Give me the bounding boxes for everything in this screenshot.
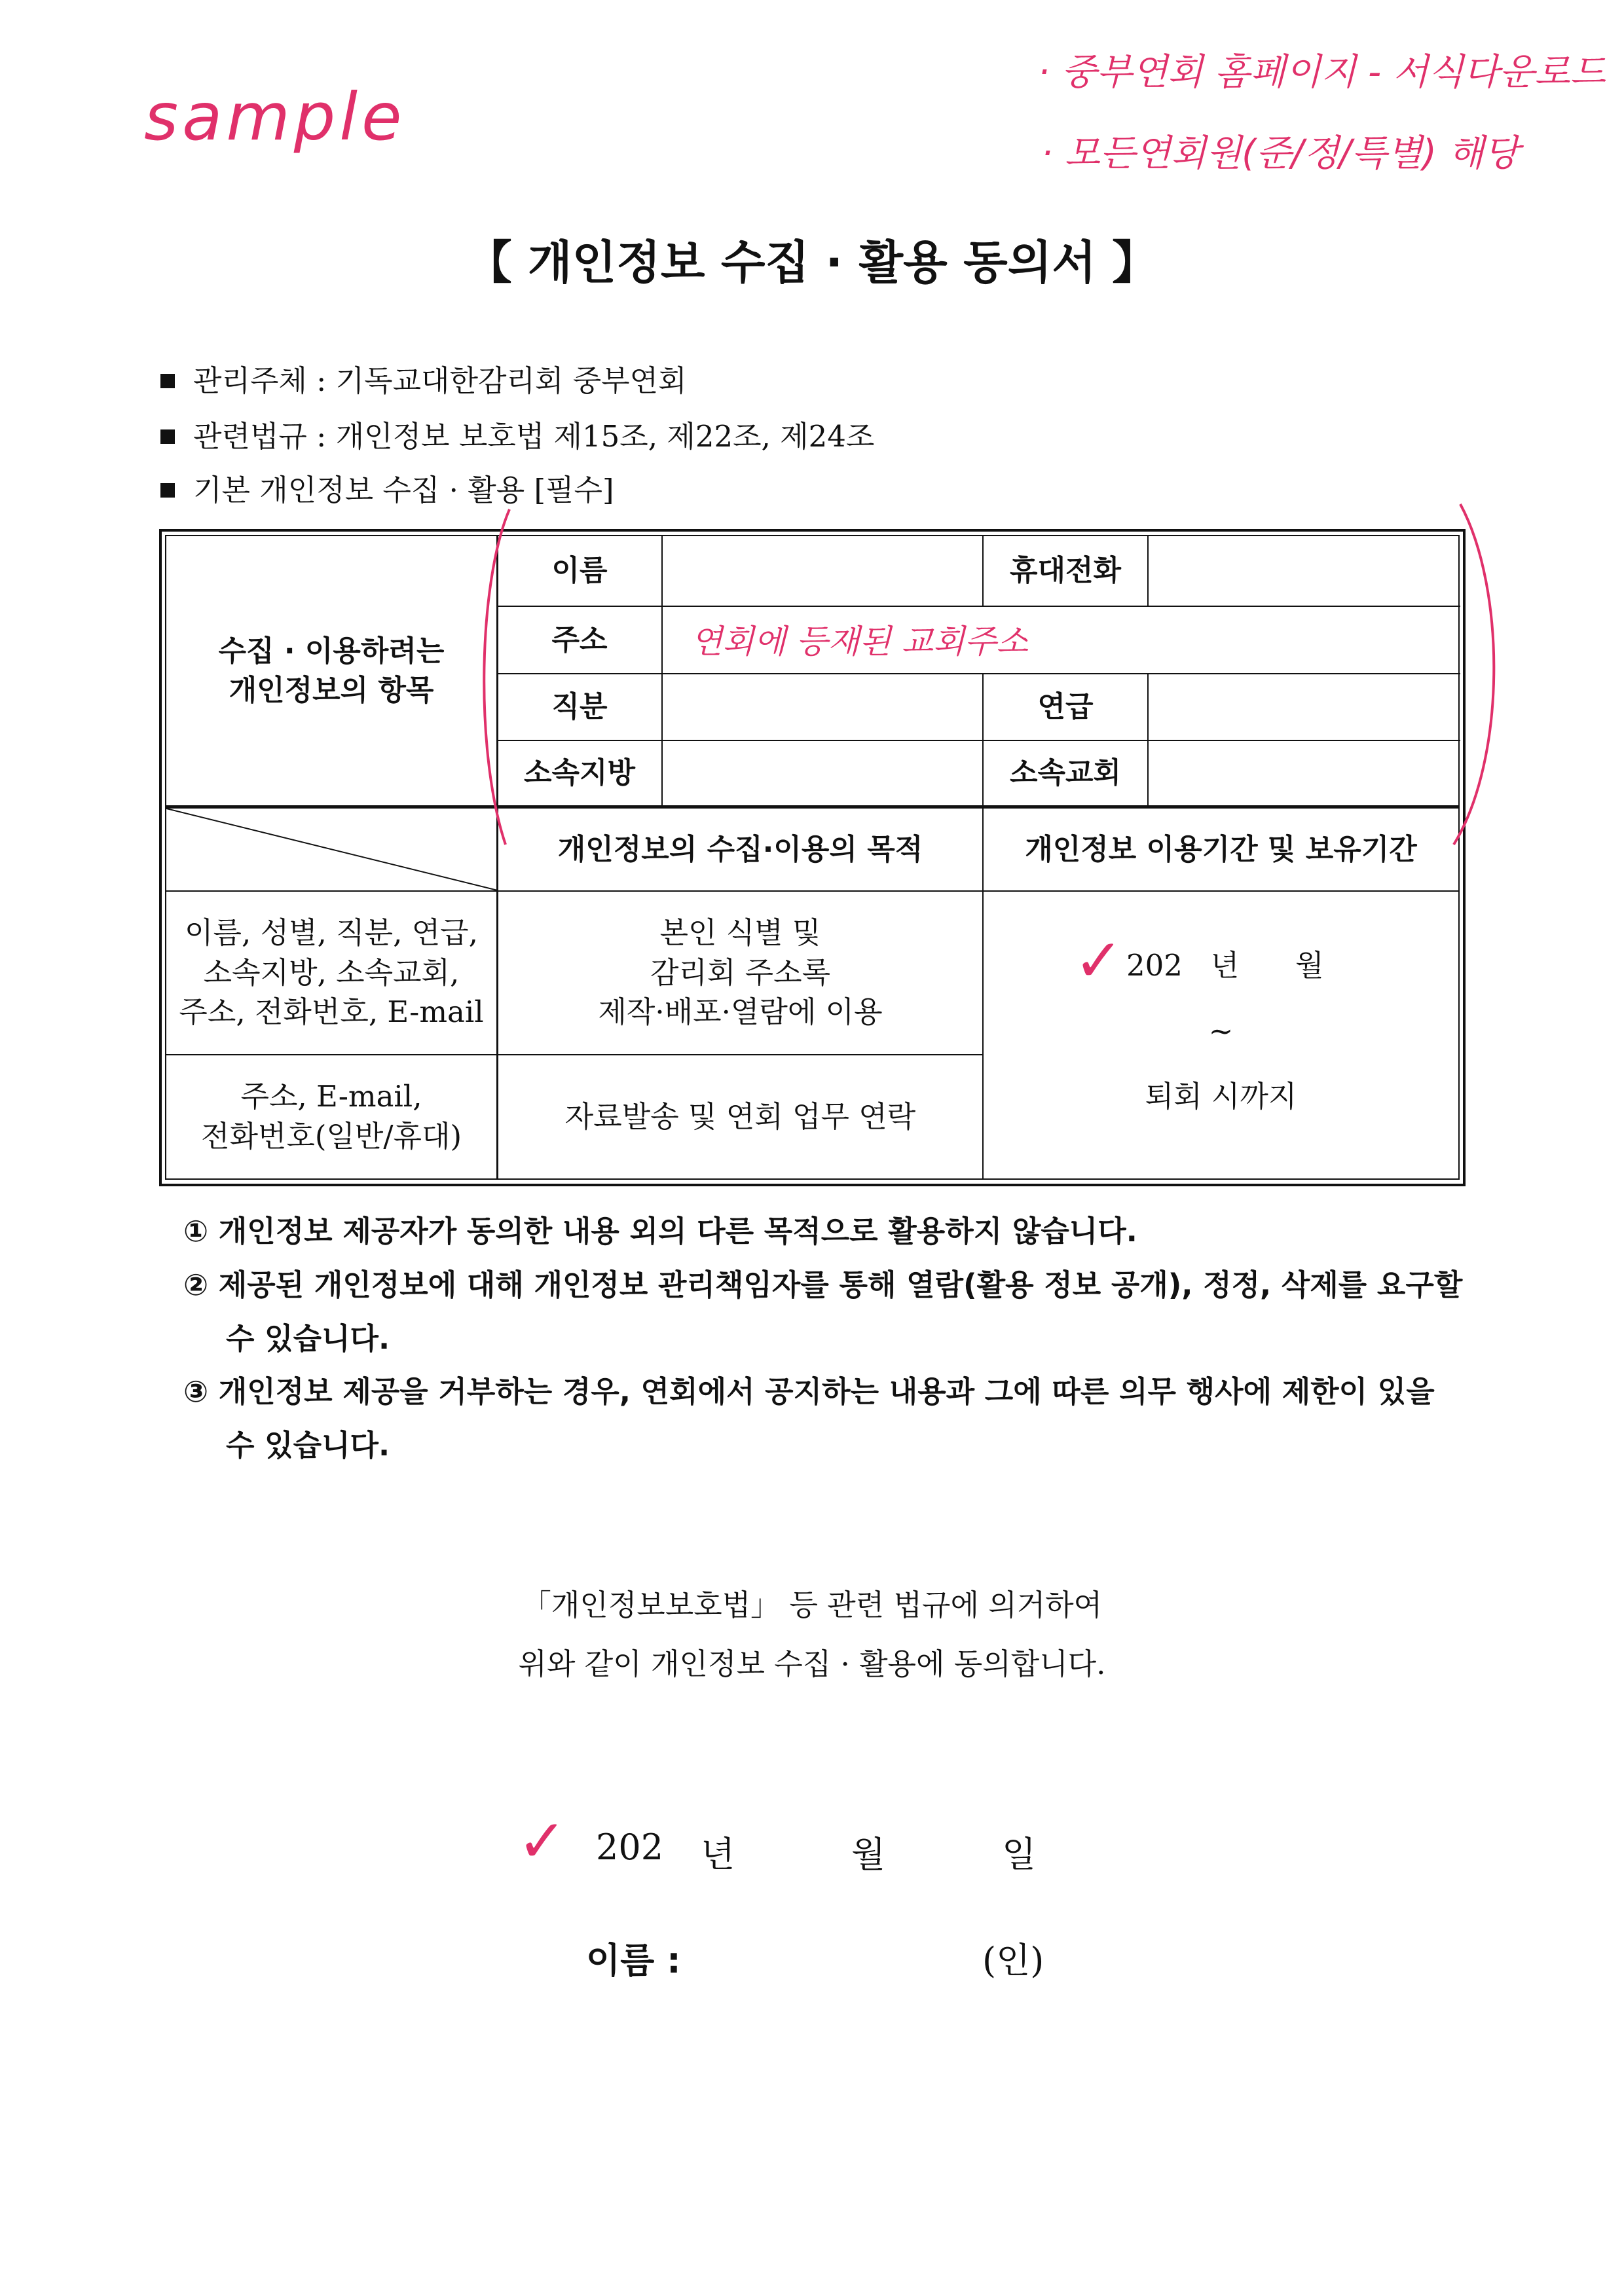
period-date-line[interactable]: 202 년 월 [1126,947,1324,983]
field-mobile-value[interactable] [1149,536,1458,606]
row1-purpose-cell: 본인 식별 및 감리회 주소록 제작·배포·열람에 이용 [598,915,883,1030]
handwritten-note-download: · 중부연회 홈페이지 - 서식다운로드 [1038,51,1606,94]
meta-text: 기본 개인정보 수집 · 활용 [필수] [193,473,614,507]
sample-watermark: sample [144,79,406,155]
row1-items-cell: 이름, 성별, 직분, 연급, 소속지방, 소속교회, 주소, 전화번호, E-mail [179,915,484,1030]
meta-line-law [160,412,874,455]
consent-line-1: 「개인정보보호법」 등 관련 법규에 의거하여 [521,1588,1103,1622]
row2-items-cell: 주소, E-mail, 전화번호(일반/휴대) [200,1079,462,1154]
field-mobile-label: 휴대전화 [1009,554,1121,588]
bullet-square-icon [160,429,175,444]
checkmark-icon: ✓ [517,1807,567,1876]
meta-line-required [160,466,614,509]
field-district-value[interactable] [663,741,982,805]
field-years-value[interactable] [1149,674,1458,740]
purpose-header-cell: 개인정보의 수집·이용의 목적 [557,832,923,866]
field-years-label: 연급 [1037,690,1094,724]
bullet-square-icon [160,374,175,388]
field-church-value[interactable] [1149,741,1458,805]
field-district-label: 소속지방 [523,756,635,790]
field-name-value[interactable] [663,536,982,606]
period-tilde: ~ [1208,1013,1234,1048]
field-address-label: 주소 [551,623,608,657]
meta-text: 관리주체 : 기독교대한감리회 중부연회 [193,363,687,398]
signature-seal-label: (인) [982,1940,1044,1981]
row2-purpose-cell: 자료발송 및 연회 업무 연락 [564,1099,916,1134]
date-day-label: 일 [1002,1834,1037,1875]
date-month-label: 월 [851,1834,886,1875]
date-year-label: 년 [701,1834,735,1875]
items-header-cell: 수집 · 이용하려는 개인정보의 항목 [218,634,445,707]
bullet-square-icon [160,483,175,498]
signature-name-label: 이름 : [586,1940,681,1981]
field-church-label: 소속교회 [1009,756,1121,790]
handwritten-address-note: 연회에 등재된 교회주소 [691,623,1028,661]
notice-2: ② 제공된 개인정보에 대해 개인정보 관리책임자를 통해 열람(활용 정보 공개), 정정, 삭제를 요구할 수 있습니다. [183,1267,1463,1356]
date-year[interactable]: 202 [596,1827,664,1868]
diagonal-header-slash [166,809,498,890]
meta-text: 관련법규 : 개인정보 보호법 제15조, 제22조, 제24조 [193,419,875,454]
handwritten-note-members: · 모든연회원(준/정/특별) 해당 [1041,132,1519,175]
field-name-label: 이름 [551,554,608,588]
meta-line-management [160,357,687,399]
period-until-withdrawal: 퇴회 시까지 [1145,1078,1297,1114]
checkmark-icon: ✓ [1074,926,1124,995]
consent-line-2: 위와 같이 개인정보 수집 · 활용에 동의합니다. [518,1647,1106,1681]
notice-3: ③ 개인정보 제공을 거부하는 경우, 연회에서 공지하는 내용과 그에 따른 의무 행사에 제한이 있을 수 있습니다. [183,1374,1435,1463]
field-position-label: 직분 [551,690,608,724]
signature-name-field[interactable] [714,1933,976,1978]
notice-1: ① 개인정보 제공자가 동의한 내용 외의 다른 목적으로 활용하지 않습니다. [183,1214,1137,1248]
field-position-value[interactable] [663,674,982,740]
document-title: 【 개인정보 수집 · 활용 동의서 】 [466,236,1158,289]
period-header-cell: 개인정보 이용기간 및 보유기간 [1025,832,1417,866]
